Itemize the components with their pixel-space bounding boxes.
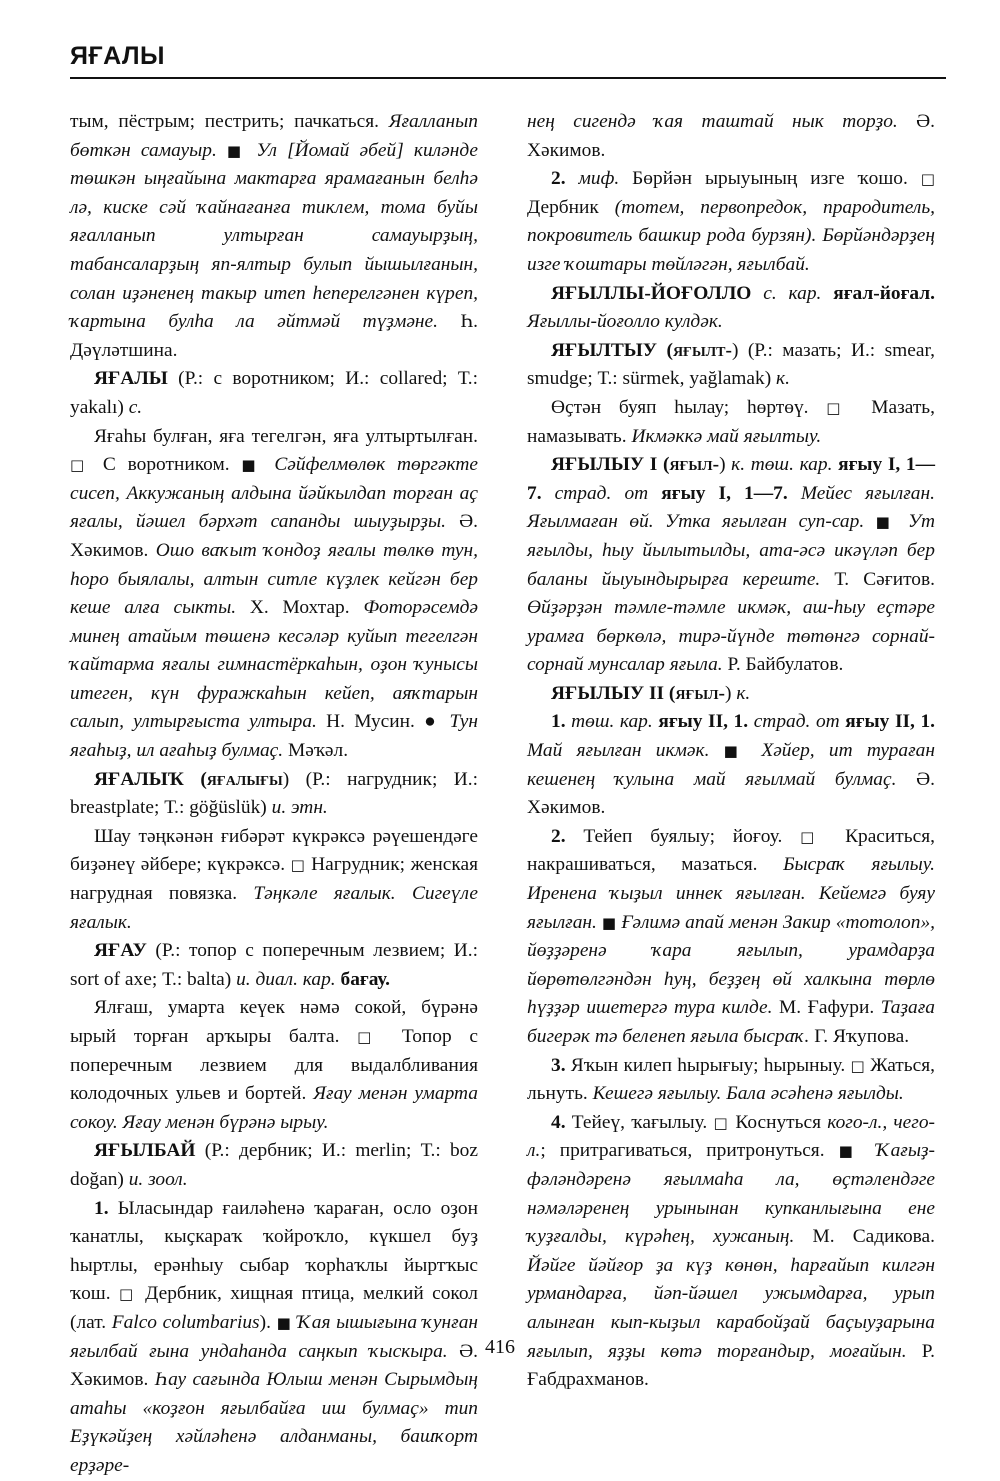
continued-paragraph: [70, 108, 478, 365]
text-run: Ә. Хәкимов.: [70, 1340, 478, 1391]
bold-text: 2.: [551, 825, 566, 847]
text-run: (Р.: дербник; И.: merlin; Т.: boz doğan): [70, 1140, 478, 1190]
dictionary-entry-head: [527, 451, 935, 680]
text-run: Һ. Дәүләтшина.: [70, 311, 478, 361]
text-run: Х. Мохтар.: [236, 597, 364, 619]
example-marker-icon: ■: [709, 742, 762, 761]
headword: ЯҒЫЛЛЫ-ЙОҒОЛЛО: [551, 282, 752, 304]
italic-text: к. төш.: [731, 454, 794, 476]
definition-paragraph: [527, 165, 935, 279]
italic-text: Кешегә яғылыу. Бала әсәһенә яғылды.: [592, 1083, 904, 1105]
text-run: [788, 483, 801, 504]
stem-form: яғыл-: [669, 454, 720, 476]
translation-marker-icon: □: [119, 1285, 137, 1304]
italic-text: и. диал. кар.: [236, 968, 336, 990]
italic-text: Ошо ваҡыт ҡондоҙ яғалы төлкө тун, һоро быялалы, алтын ситле күҙлек кейгән бер кеше алға сыкты.: [70, 539, 478, 619]
italic-text: нең сигендә ҡая таштай нык торҙо.: [527, 111, 898, 132]
italic-text: кого-л., чего-л.: [527, 1111, 935, 1162]
definition-paragraph: [527, 394, 935, 451]
bold-text: яғыу I, 1—7.: [527, 454, 935, 504]
italic-text: Яғау менән умарта сокоу. Яғау менән бүрәнә ырыу.: [70, 1083, 478, 1133]
italic-text: Ул [Йомай әбей] киләнде төшкән ыңғайына мактарға ярамағанын белһә лә, киске сәй ҡайнағанға тиклем, тома буйы яғалланып ултырған самауырҙың, табансаларҙың яп-ялтыр булып йышылғанын, солан иҙәненең такыр итеп һеперелгәнен күреп, ҡартына булһа ла әйтмәй түҙмәне.: [70, 139, 478, 333]
text-run: [648, 483, 661, 504]
bold-text: яғыу I, 1—7.: [661, 482, 788, 504]
translation-marker-icon: □: [920, 170, 935, 189]
example-marker-icon: ■: [276, 1313, 292, 1332]
italic-text: миф.: [578, 168, 620, 190]
headword: ЯҒЫЛТЫУ: [551, 339, 658, 361]
text-run: Ә. Хәкимов.: [70, 511, 478, 561]
translation-marker-icon: □: [290, 856, 306, 875]
translation-marker-icon: □: [70, 456, 92, 475]
bold-text: (: [664, 682, 676, 704]
italic-text: Яғыллы-йоғолло кулдәк.: [527, 311, 723, 333]
bold-text: яғал-йоғал.: [833, 282, 935, 304]
text-run: ): [719, 454, 732, 476]
text-run: Тейеү, ҡағылыу.: [565, 1111, 714, 1133]
text-run: Ә. Хәкимов.: [527, 768, 935, 819]
text-run: ) (Р.: мазать; И.: smear, smudge; Т.: sürmek, yağlamak): [527, 339, 935, 390]
text-run: Р. Ғабдрахманов.: [527, 1340, 935, 1391]
text-run: Яҡын килеп һырығыу; һырыныу.: [565, 1054, 851, 1076]
text-run: Мәҡәл.: [283, 740, 349, 762]
italic-text: Май яғылған икмәк.: [527, 740, 710, 762]
dictionary-entry-head: [70, 365, 478, 422]
bold-text: яғыу II, 1.: [845, 711, 936, 733]
italic-text: страд. от: [554, 482, 649, 504]
italic-text: Фоторәсемдә минең атайым төшенә кесәләр куйып тегелгән ҡайтарма яғалы гимнастёркаһын, оҙон ҡунысы итеген, күн фуражкаһын кейеп, аяҡтарын салып, ултырғыста ултыра.: [70, 597, 478, 733]
italic-text: к.: [776, 368, 790, 390]
bold-text: бағау.: [340, 968, 391, 990]
running-header: [70, 44, 946, 79]
translation-marker-icon: □: [850, 1056, 866, 1075]
italic-text: Ут яғылды, һыу йылытылды, ата-әсә икәүләп бер баланы йыуындырырға кереште.: [527, 511, 935, 590]
text-run: Өҫтән буяп һылау; һөртөү.: [551, 396, 827, 418]
dictionary-entry-head: [527, 337, 935, 394]
italic-text: кар.: [799, 454, 833, 476]
text-run: ): [725, 682, 737, 704]
bold-text: 3.: [551, 1054, 566, 1076]
bold-text: (: [657, 339, 673, 361]
definition-paragraph: [70, 423, 478, 766]
running-head-title: ЯҒАЛЫ: [70, 42, 166, 70]
continued-paragraph: [527, 108, 935, 165]
translation-marker-icon: □: [357, 1028, 385, 1046]
definition-paragraph: [70, 994, 478, 1137]
headword: ЯҒАУ: [94, 940, 147, 962]
header-rule: [70, 77, 946, 79]
text-run: ; притрагиваться, притронуться.: [540, 1140, 839, 1162]
text-run: Яғаһы булған, яға тегелгән, яға ултыртылған.: [94, 425, 478, 447]
italic-text: Яғалланып бөткән самауыр.: [70, 111, 478, 161]
text-run: Тейеп буялыу; йоғоу.: [565, 825, 801, 847]
italic-text: к.: [736, 682, 751, 704]
dictionary-entry-head: [527, 280, 935, 337]
text-run: [542, 483, 555, 504]
dictionary-entry-head: [70, 1137, 478, 1194]
definition-paragraph: [527, 1052, 935, 1109]
bold-text: ●: [424, 711, 441, 733]
example-marker-icon: ■: [241, 456, 263, 475]
headword: ЯҒЫЛЫУ I: [551, 454, 658, 476]
page-number: 416: [485, 1336, 515, 1358]
italic-text: Бысраҡ яғылыу. Иренена ҡыҙыл иннек яғылған. Кейемгә буяу яғылған.: [527, 854, 936, 933]
dictionary-entry-head: [70, 937, 478, 994]
italic-text: Тун яғаһыҙ, ил ағаһыҙ булмаҫ.: [70, 711, 478, 762]
headword: ЯҒАЛЫ: [94, 368, 168, 390]
stem-form: яғалығы: [206, 768, 283, 790]
bold-text: 1.: [551, 711, 566, 733]
example-marker-icon: ■: [864, 513, 908, 532]
left-column: [70, 108, 478, 1481]
definition-paragraph: [527, 708, 935, 822]
text-run: Коснуться: [729, 1111, 828, 1133]
italic-text: и. зоол.: [128, 1168, 188, 1190]
text-run: (Р.: топор с поперечным лезвием; И.: sort of axe; Т.: balta): [70, 940, 478, 990]
italic-text: страд. от: [753, 711, 840, 733]
text-run: Нагрудник; женская нагрудная повязка.: [70, 854, 478, 905]
text-run: Т. Сәғитов.: [820, 568, 935, 590]
text-run: М. Садикова.: [794, 1226, 935, 1248]
example-marker-icon: ■: [838, 1142, 862, 1161]
right-column: [527, 108, 935, 1395]
italic-text: и. этн.: [271, 797, 328, 819]
text-run: С воротником.: [91, 454, 242, 476]
dictionary-entry-head: [527, 680, 935, 709]
stem-form: яғыл-: [675, 682, 726, 704]
bold-text: яғыу II, 1.: [658, 711, 749, 733]
bold-text: 4.: [551, 1111, 566, 1133]
italic-text: Һау сағында Юлыш менән Сырымдың атаһы «коҙғон яғылбайға иш булмаҫ» тип Еҙүкәйҙең хәйләһенә алданманы, башҡорт ерҙәре-: [70, 1369, 478, 1476]
stem-form: яғылт-: [672, 339, 732, 361]
italic-text: Сәйфелмөлөк төргәкте сисеп, Аккужаның алдына йәйкылдап торған аҫ яғалы, йәшел бәрхәт сапанды шыуҙырҙы.: [70, 454, 478, 533]
text-run: М. Ғафури.: [772, 997, 881, 1019]
text-run: Дербник, хищная птица, мелкий сокол (лат.: [70, 1283, 478, 1333]
text-run: [263, 454, 275, 475]
italic-text: Хәйер, ит тураған кешенең ҡулына май яғылмай булмаҫ.: [527, 740, 935, 790]
text-run: Ялғаш, умарта кеүек нәмә сокой, бүрәнә ырый торған арҡыры балта.: [70, 997, 478, 1047]
text-run: [821, 283, 833, 304]
text-run: Мазать, намазывать.: [527, 396, 935, 447]
translation-marker-icon: □: [826, 398, 854, 417]
bold-text: 1.: [94, 1197, 109, 1219]
italic-text: (тотем, первопредок, прародитель, покровитель башкир рода бурзян). Бөрйәндәрҙең изге ҡоштары төйләгән, яғылбай.: [527, 196, 935, 275]
dictionary-entry-head: [70, 766, 478, 823]
headword: ЯҒЫЛЫУ II: [551, 682, 665, 704]
text-run: Шау тәңкәнән ғибәрәт күкрәксә рәүешендәге биҙәнеү әйбере; күкрәксә.: [70, 825, 478, 876]
text-run: Краситься, накрашиваться, мазаться.: [527, 825, 935, 876]
text-run: Н. Мусин.: [316, 711, 425, 733]
italic-text: Ҡая ышығына ҡунған яғылбай ғына ундаһанда саңкып ҡыскыра.: [70, 1311, 479, 1362]
bold-text: (: [183, 768, 207, 790]
text-run: Жаться, льнуть.: [527, 1054, 935, 1105]
text-run: Дербник: [527, 196, 615, 218]
italic-text: Тәңкәле яғалык. Сигеүле яғалык.: [70, 883, 478, 933]
italic-text: Falco columbarius: [111, 1311, 260, 1333]
headword: ЯҒЫЛБАЙ: [94, 1140, 196, 1162]
text-run: Р. Байбулатов.: [722, 654, 844, 676]
translation-marker-icon: □: [800, 827, 828, 846]
italic-text: с. кар.: [763, 282, 822, 304]
headword: ЯҒАЛЫҠ: [94, 768, 184, 790]
text-run: [862, 1140, 876, 1161]
italic-text: Йәйге йәйғор ҙа күҙ көнөн, һарғайып килгән урмандарға, йәп-йәшел ужымдарға, урып алынған кып-кыҙыл карабойҙай баҫыуҙарына яғылып, яҙҙы көтә торғандыр, моғайын.: [527, 1254, 935, 1362]
example-marker-icon: ■: [596, 913, 622, 932]
example-marker-icon: ■: [216, 141, 257, 160]
text-run: [566, 168, 579, 189]
italic-text: Мейес яғылған. Яғылмаған өй. Утка яғылған суп-сар.: [527, 482, 935, 533]
translation-marker-icon: □: [713, 1113, 730, 1132]
definition-paragraph: [527, 823, 935, 1052]
text-run: ).: [259, 1311, 277, 1333]
text-run: [751, 283, 763, 304]
bold-text: 2.: [551, 168, 566, 190]
italic-text: Өйҙәрҙән тәмле-тәмле икмәк, аш-һыу еҫтәре урамға бөркөлә, тирә-йүнде төтөнгә сорнай-сорнай мунсалар яғыла.: [527, 597, 935, 676]
italic-text: Икмәккә май яғылтыу.: [631, 425, 822, 447]
text-run: Г. Яҡупова.: [809, 1026, 910, 1047]
italic-text: Таҙаға бигерәк тә беленеп яғыла бысраҡ.: [527, 997, 935, 1047]
definition-paragraph: [70, 823, 478, 937]
italic-text: төш. кар.: [571, 711, 653, 733]
italic-text: с.: [128, 396, 143, 418]
text-run: ) (Р.: нагрудник; И.: breastplate; Т.: göğüslük): [70, 768, 478, 819]
text-run: (Р.: с воротником; И.: collared; Т.: yakalı): [70, 368, 478, 418]
text-run: тым, пёстрым; пестрить; пачкаться.: [70, 111, 389, 132]
bold-text: (: [657, 454, 670, 476]
text-run: Топор с поперечным лезвием для выдалбливания колодочных ульев и бортей.: [70, 1026, 479, 1105]
italic-text: Ғәлимә апай менән Закир «тотолоп», йөҙҙәренә ҡара яғылып, урамдарҙа йөрөтөлгәндән һуң, беҙҙең өй халкына төрлө һүҙҙәр ишетергә тура килде.: [527, 911, 935, 1019]
text-run: Ыласындар ғаиләһенә ҡараған, осло оҙон ҡанатлы, кыҫкараҡ ҡойроҡло, күкшел буҙ һыртлы, ерәнһыу сыбар ҡорһаҡлы йыртҡыс ҡош.: [70, 1197, 478, 1305]
italic-text: Ҡағыҙ-фәләндәренә яғылмаһа ла, өҫтәлендәге нәмәләренең урынынан купканлығына ене ҡуҙғалды, күрәһең, хужаның.: [527, 1140, 935, 1248]
text-run: Ә. Хәкимов.: [527, 111, 935, 161]
text-run: Бөрйән ырыуының изге ҡошо.: [619, 168, 921, 190]
